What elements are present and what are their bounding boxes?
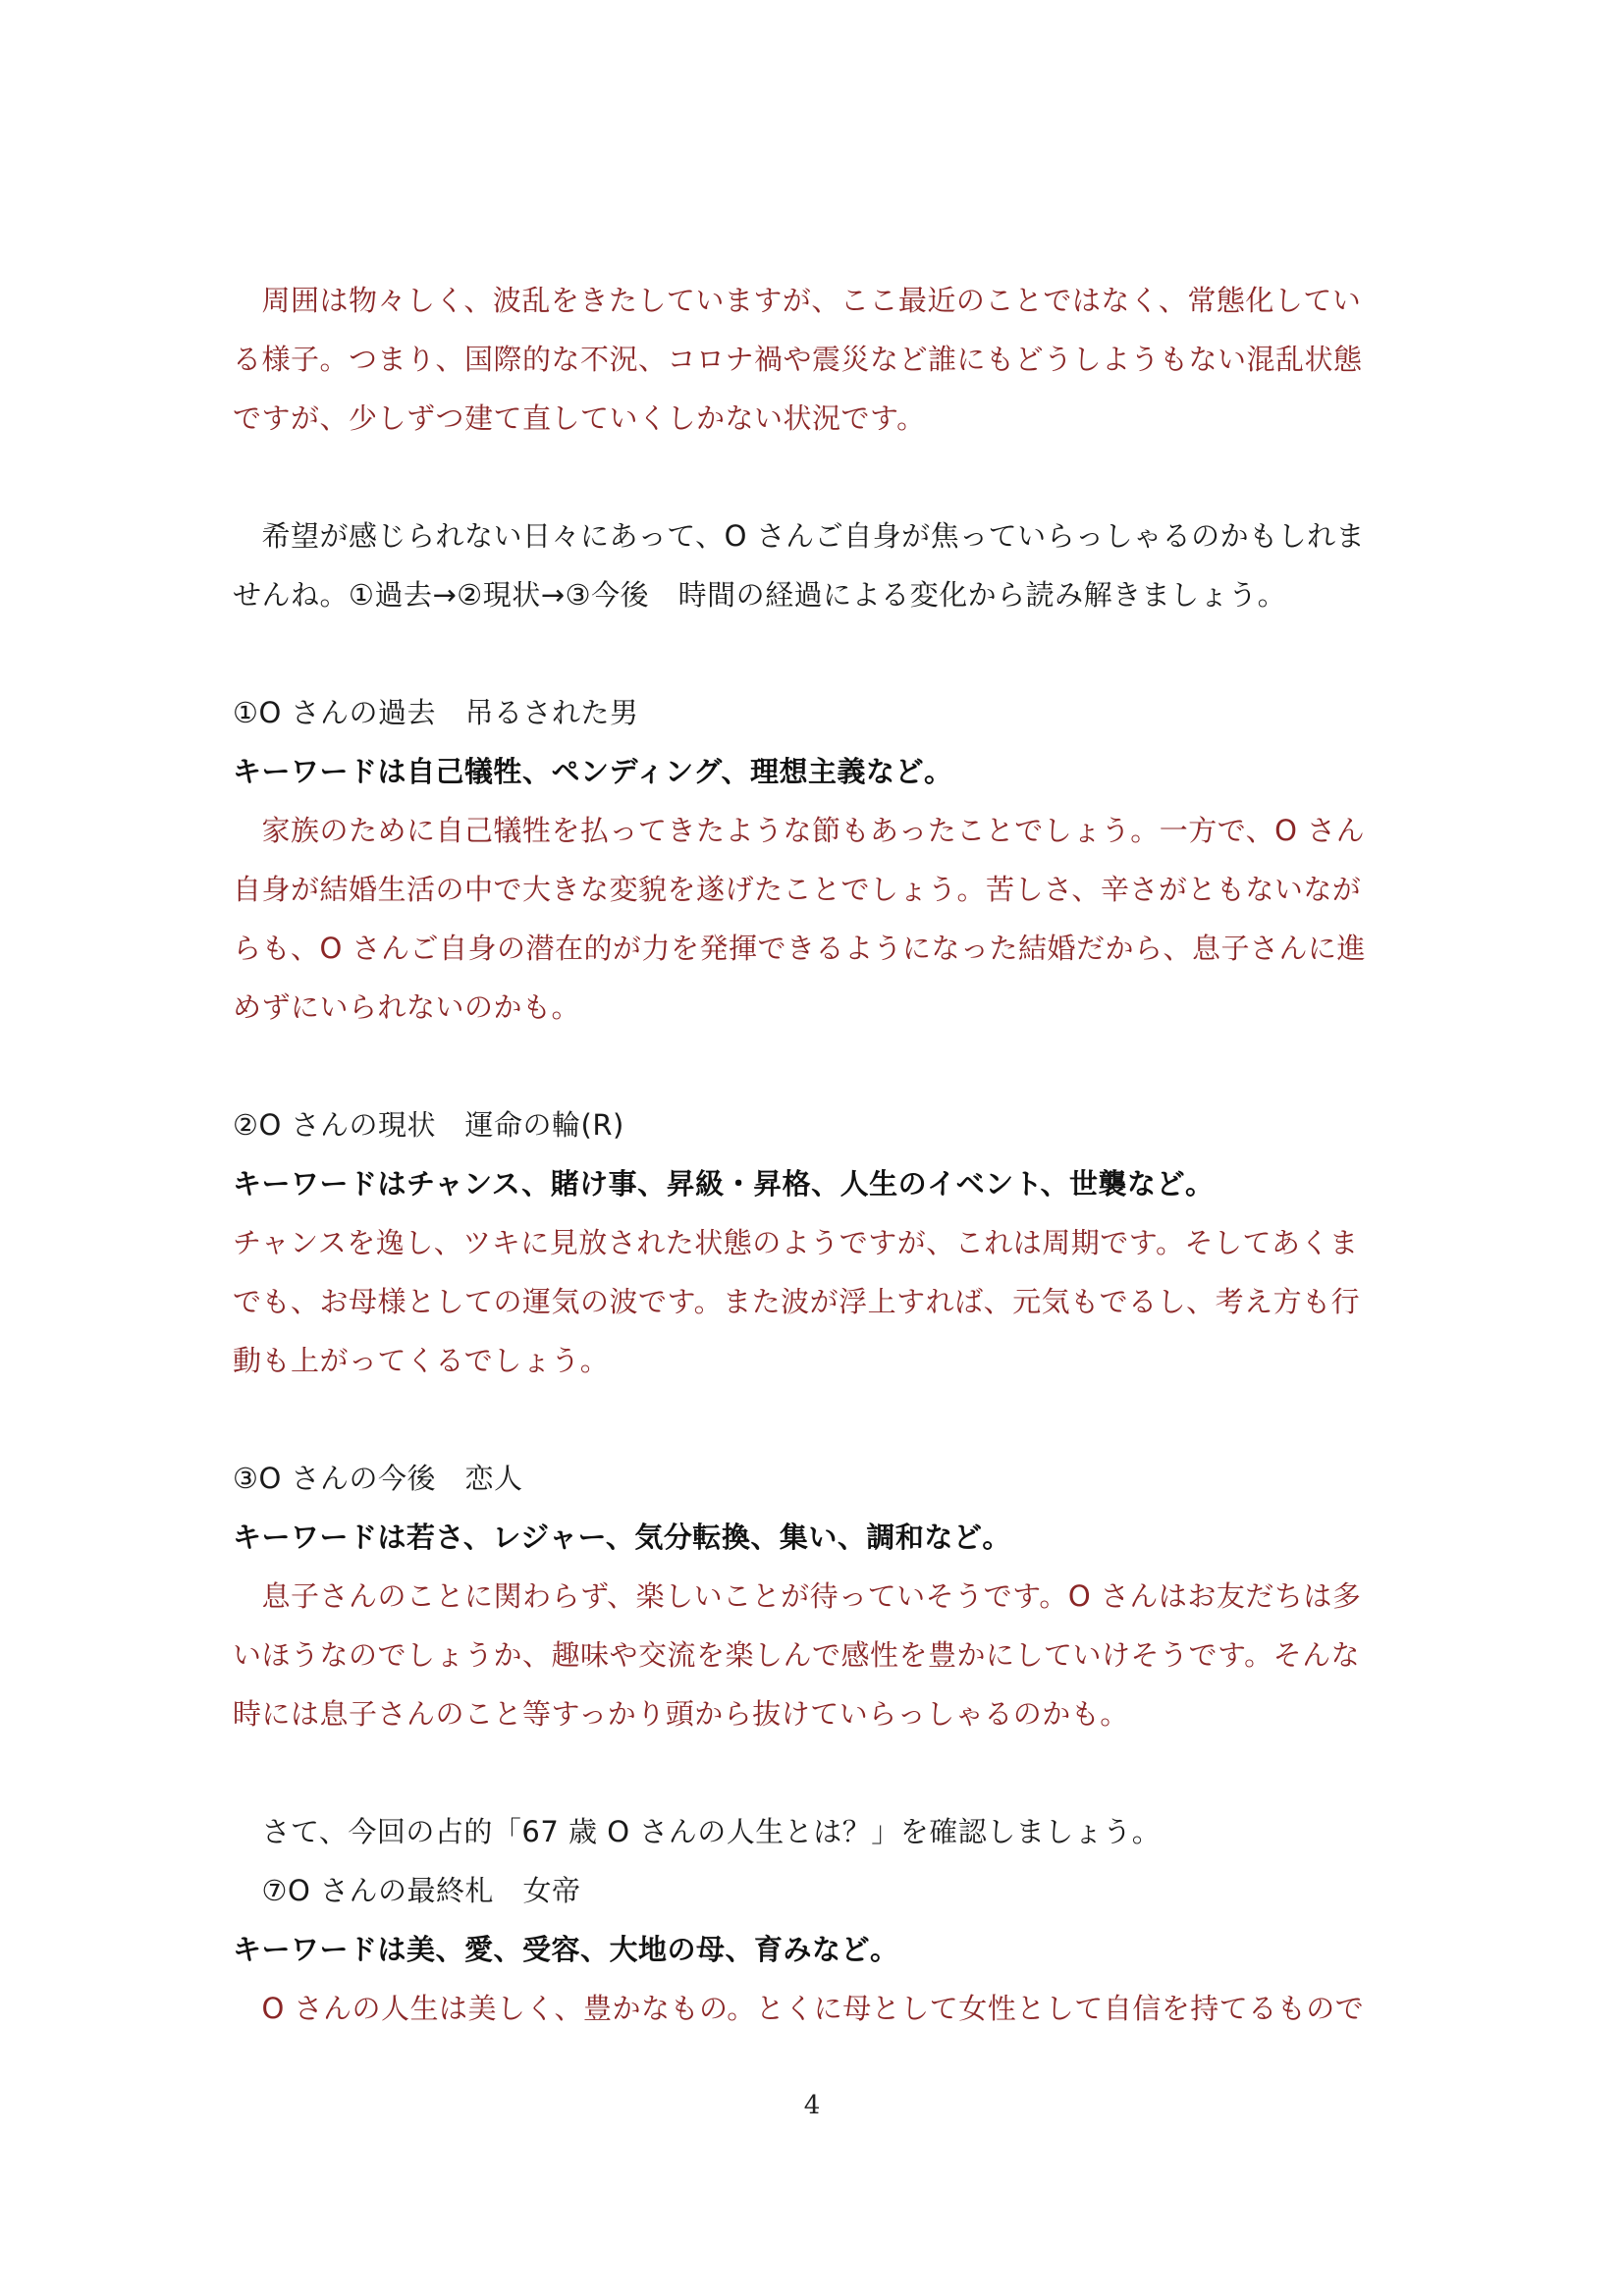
body-line: 家族のために自己犠牲を払ってきたような節もあったことでしょう。一方で、O さん — [233, 814, 1366, 847]
section-keywords: キーワードは若さ、レジャー、気分転換、集い、調和など。 — [233, 1521, 1011, 1554]
section-heading: ③O さんの今後 恋人 — [233, 1462, 523, 1495]
final-intro-line: さて、今回の占的「67 歳 O さんの人生とは？」を確認しましょう。 — [233, 1815, 1162, 1848]
body-line: らも、O さんご自身の潜在的が力を発揮できるようになった結婚だから、息子さんに進 — [233, 932, 1367, 965]
body-line: 周囲は物々しく、波乱をきたしていますが、ここ最近のことではなく、常態化してい — [233, 284, 1362, 317]
body-line: 希望が感じられない日々にあって、O さんご自身が焦っていらっしゃるのかもしれま — [233, 519, 1366, 553]
page-number: 4 — [803, 2091, 821, 2120]
body-line: 時には息子さんのこと等すっかり頭から抜けていらっしゃるのかも。 — [233, 1697, 1129, 1731]
section-heading: ②O さんの現状 運命の輪(R) — [233, 1108, 624, 1142]
body-line: O さんの人生は美しく、豊かなもの。とくに母として女性として自信を持てるもので — [233, 1992, 1365, 2025]
section-future — [233, 1449, 1396, 1743]
body-line: 自身が結婚生活の中で大きな変貌を遂げたことでしょう。苦しさ、辛さがともないなが — [233, 873, 1362, 906]
section-present — [233, 1095, 1396, 1390]
page-content — [233, 271, 1396, 2038]
intro-paragraph-1 — [233, 271, 1396, 448]
section-heading: ⑦O さんの最終札 女帝 — [233, 1874, 581, 1907]
paragraph-gap — [233, 448, 1396, 507]
section-final — [233, 1802, 1396, 2038]
section-keywords: キーワードは美、愛、受容、大地の母、育みなど。 — [233, 1933, 899, 1966]
body-line: せんね。①過去→②現状→③今後 時間の経過による変化から読み解きましょう。 — [233, 578, 1287, 612]
body-line: 息子さんのことに関わらず、楽しいことが待っていそうです。O さんはお友だちは多 — [233, 1579, 1362, 1613]
paragraph-gap — [233, 1743, 1396, 1802]
body-line: いほうなのでしょうか、趣味や交流を楽しんで感性を豊かにしていけそうです。そんな — [233, 1638, 1361, 1672]
paragraph-gap — [233, 1390, 1396, 1449]
body-line: ですが、少しずつ建て直していくしかない状況です。 — [233, 401, 926, 435]
intro-paragraph-2 — [233, 507, 1396, 624]
body-line: めずにいられないのかも。 — [233, 990, 581, 1024]
section-keywords: キーワードは自己犠牲、ペンディング、理想主義など。 — [233, 755, 953, 788]
section-keywords: キーワードはチャンス、賭け事、昇級・昇格、人生のイベント、世襲など。 — [233, 1167, 1215, 1201]
body-line: でも、お母様としての運気の波です。また波が浮上すれば、元気もでるし、考え方も行 — [233, 1285, 1361, 1318]
paragraph-gap — [233, 624, 1396, 683]
body-line: チャンスを逸し、ツキに見放された状態のようですが、これは周期です。そしてあくま — [233, 1226, 1359, 1259]
body-line: る様子。つまり、国際的な不況、コロナ禍や震災など誰にもどうしようもない混乱状態 — [233, 343, 1363, 376]
body-line: 動も上がってくるでしょう。 — [233, 1344, 610, 1377]
section-heading: ①O さんの過去 吊るされた男 — [233, 696, 639, 729]
paragraph-gap — [233, 1037, 1396, 1095]
section-past — [233, 683, 1396, 1037]
